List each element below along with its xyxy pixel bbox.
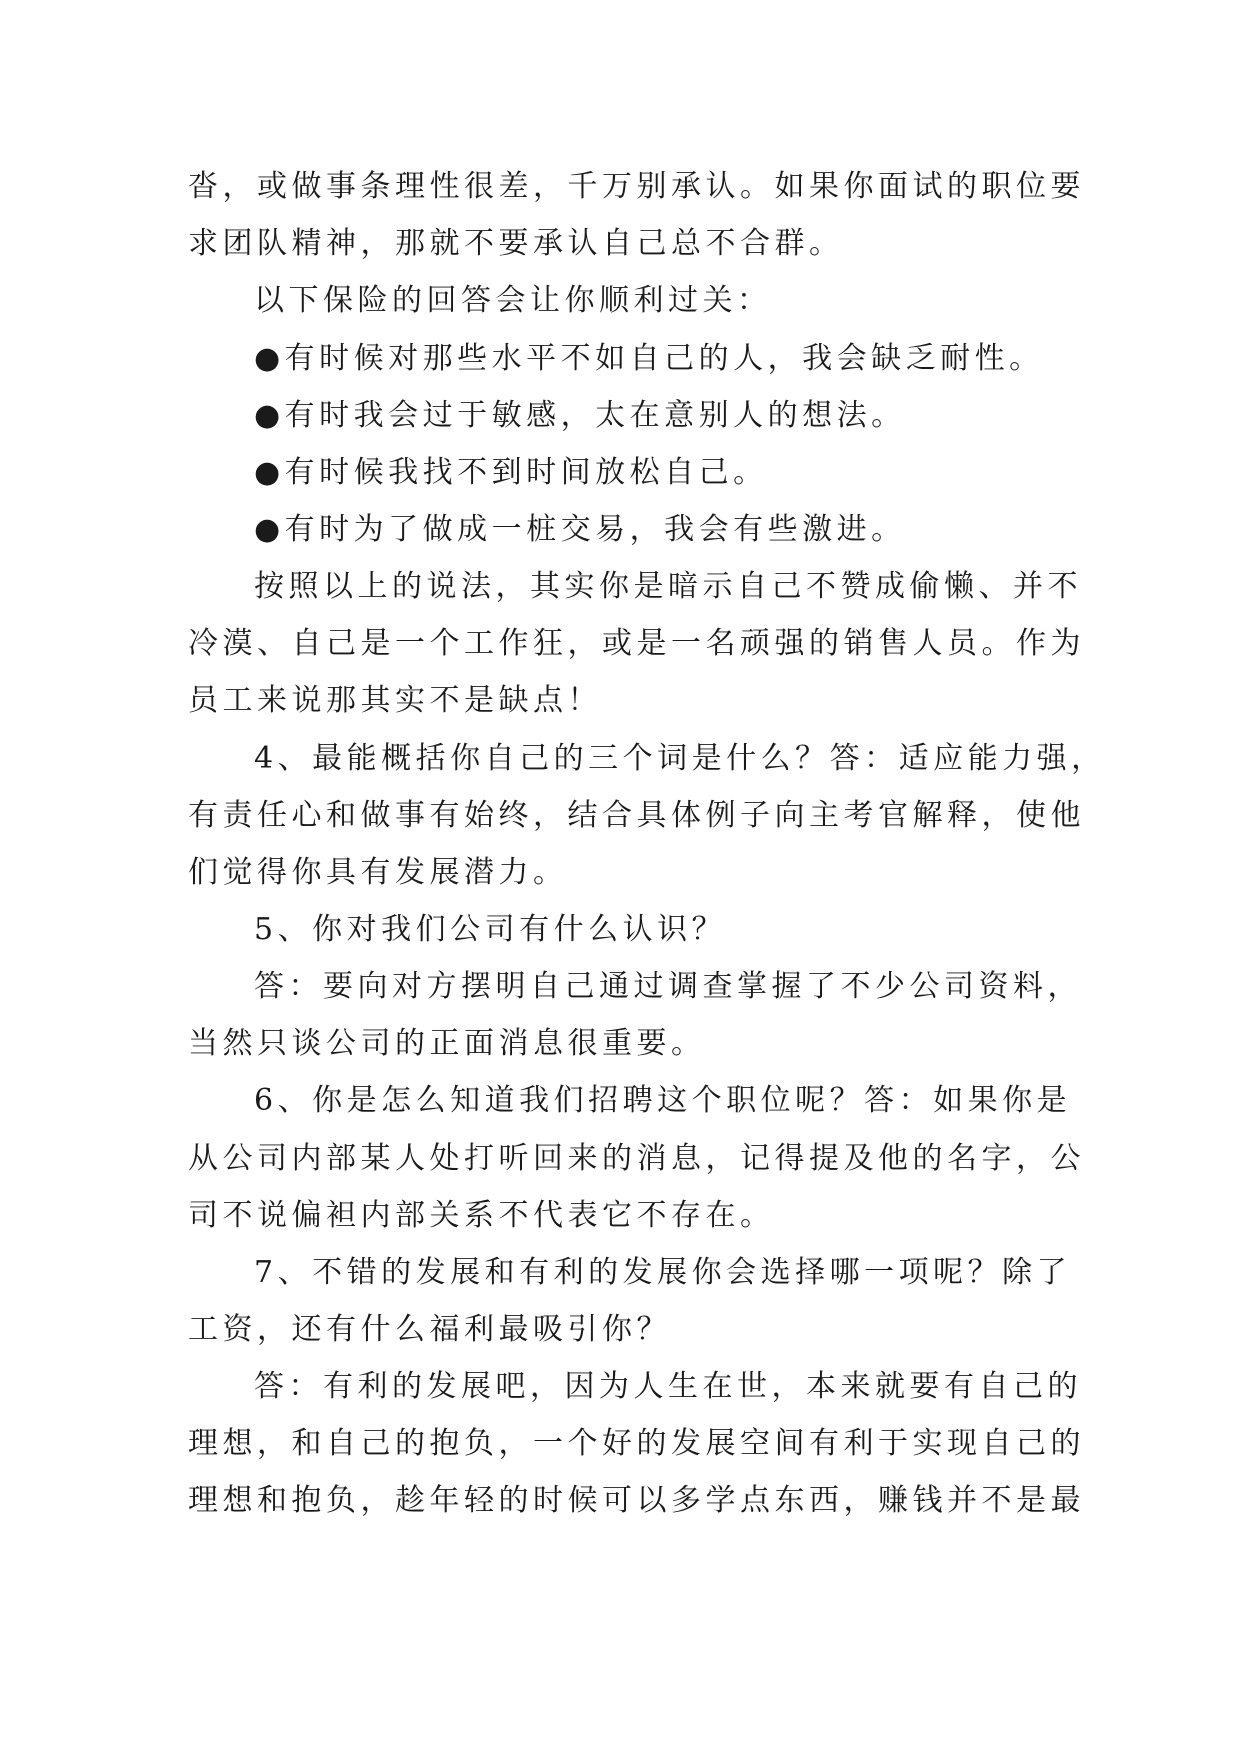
text-line: 理想和抱负，趁年轻的时候可以多学点东西，赚钱并不是最	[188, 1483, 1085, 1518]
text-line: 从公司内部某人处打听回来的消息，记得提及他的名字，公	[188, 1141, 1085, 1176]
text-line: 工资，还有什么福利最吸引你？	[188, 1312, 671, 1347]
text-line: 们觉得你具有发展潜力。	[188, 855, 568, 890]
text-line: 5、你对我们公司有什么认识？	[254, 912, 727, 947]
text-line: 答：要向对方摆明自己通过调查掌握了不少公司资料，	[254, 969, 1082, 1004]
text-line: 当然只谈公司的正面消息很重要。	[188, 1026, 706, 1061]
text-line: 按照以上的说法，其实你是暗示自己不赞成偷懒、并不	[254, 569, 1082, 604]
bullet-item: ●有时候我找不到时间放松自己。	[254, 455, 768, 490]
text-line: 员工来说那其实不是缺点！	[188, 683, 602, 718]
text-line: 有责任心和做事有始终，结合具体例子向主考官解释，使他	[188, 798, 1085, 833]
bullet-item: ●有时为了做成一桩交易，我会有些激进。	[254, 512, 906, 547]
bullet-item: ●有时候对那些水平不如自己的人，我会缺乏耐性。	[254, 341, 1044, 376]
text-line: 4、最能概括你自己的三个词是什么？答：适应能力强，	[254, 741, 1106, 776]
text-line: 司不说偏袒内部关系不代表它不存在。	[188, 1198, 775, 1233]
text-line: 求团队精神，那就不要承认自己总不合群。	[188, 226, 844, 261]
text-line: 7、不错的发展和有利的发展你会选择哪一项呢？除了	[254, 1255, 1072, 1290]
text-line: 冷漠、自己是一个工作狂，或是一名顽强的销售人员。作为	[188, 626, 1085, 661]
text-line: 答：有利的发展吧，因为人生在世，本来就要有自己的	[254, 1369, 1082, 1404]
text-line: 6、你是怎么知道我们招聘这个职位呢？答：如果你是	[254, 1083, 1072, 1118]
bullet-item: ●有时我会过于敏感，太在意别人的想法。	[254, 398, 906, 433]
text-line: 理想，和自己的抱负，一个好的发展空间有利于实现自己的	[188, 1426, 1085, 1461]
text-line: 沓，或做事条理性很差，千万别承认。如果你面试的职位要	[188, 169, 1085, 204]
text-line: 以下保险的回答会让你顺利过关：	[254, 283, 772, 318]
